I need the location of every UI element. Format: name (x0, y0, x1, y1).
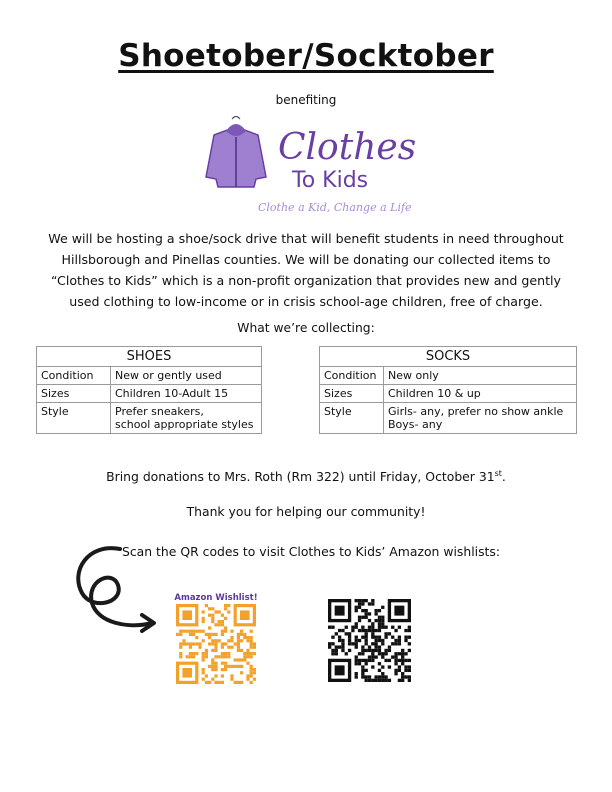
logo-line1: Clothes (278, 127, 417, 168)
bring-suffix: st (494, 469, 502, 478)
thank-you-text: Thank you for helping our community! (186, 504, 426, 519)
intro-paragraph: We will be hosting a shoe/sock drive that will benefit students in need throughout Hillsborough and Pinellas counties. We will be donating our collected items to “Clothes to Kids” which is a non-profit organization that provides new and gently used clothing to low-income or in crisis school-age children, free of charge. (48, 231, 564, 309)
socks-table (319, 346, 577, 434)
amazon-wishlist-label: Amazon Wishlist! (174, 593, 258, 603)
row-value-line1: Prefer sneakers, (115, 405, 204, 418)
shoes-table (36, 346, 262, 434)
qr-code-black[interactable] (328, 599, 411, 682)
benefiting-label: benefiting (275, 93, 337, 107)
logo-line2: To Kids (292, 168, 369, 193)
row-value-line1: Girls- any, prefer no show ankle (388, 405, 564, 418)
row-label: Condition (37, 367, 111, 385)
flyer-title: Shoetober/Socktober (118, 38, 494, 74)
bring-donations-text (0, 469, 612, 484)
row-value (111, 403, 262, 434)
curly-arrow-icon (68, 541, 158, 639)
row-value-line2: Boys- any (388, 418, 443, 431)
table-row (37, 385, 262, 403)
bring-main: Bring donations to Mrs. Roth (Rm 322) until Friday, October 31 (106, 469, 495, 485)
row-value (384, 403, 577, 434)
table-row (320, 367, 577, 385)
row-label: Style (320, 403, 384, 434)
table-row (37, 367, 262, 385)
table-row (320, 385, 577, 403)
table-row (37, 403, 262, 434)
hoodie-icon (206, 117, 266, 188)
shoes-header: SHOES (37, 347, 262, 367)
bring-end: . (501, 469, 506, 485)
row-value: Children 10 & up (384, 385, 577, 403)
row-label: Sizes (37, 385, 111, 403)
row-label: Style (37, 403, 111, 434)
row-value-line2: school appropriate styles (115, 418, 254, 431)
table-row (320, 403, 577, 434)
clothes-to-kids-logo (196, 115, 432, 219)
row-value: Children 10-Adult 15 (111, 385, 262, 403)
qr-code-orange[interactable] (173, 590, 259, 686)
logo-tagline: Clothe a Kid, Change a Life (258, 201, 412, 214)
row-label: Sizes (320, 385, 384, 403)
row-label: Condition (320, 367, 384, 385)
scan-instructions: Scan the QR codes to visit Clothes to Kids’ Amazon wishlists: (122, 544, 501, 559)
row-value: New only (384, 367, 577, 385)
row-value: New or gently used (111, 367, 262, 385)
socks-header: SOCKS (320, 347, 577, 367)
collecting-label: What we’re collecting: (237, 321, 375, 335)
